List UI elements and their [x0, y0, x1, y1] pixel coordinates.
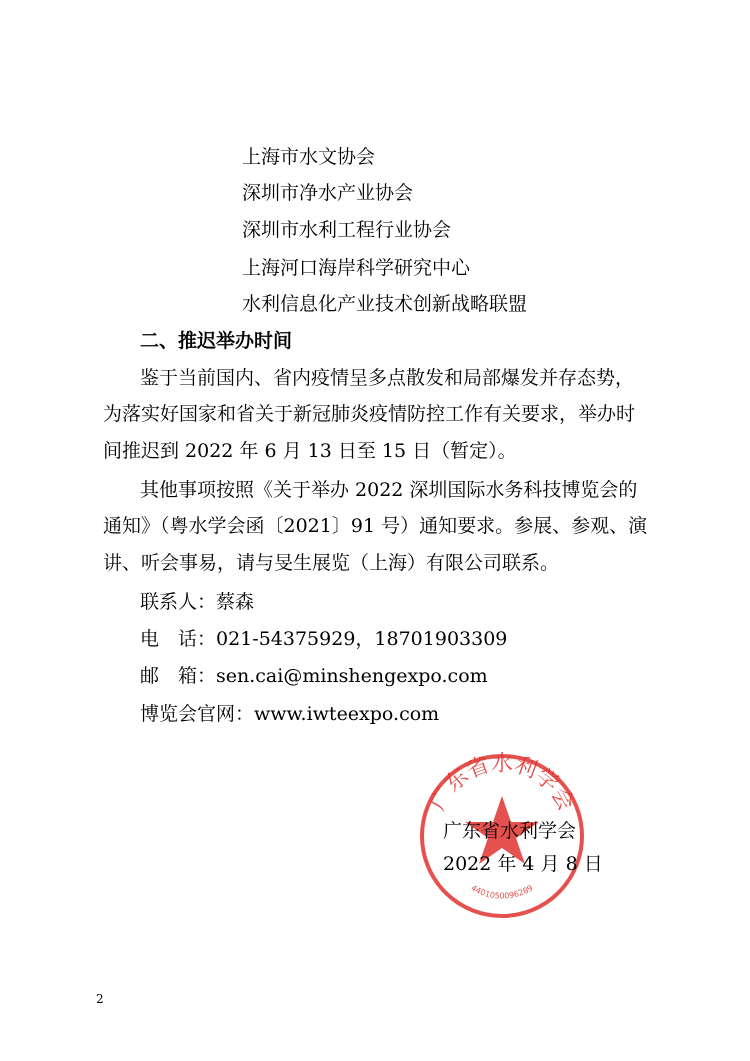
contact-website-value: www.iwteexpo.com	[254, 703, 440, 725]
para1-line-3: 间推迟到 2022 年 6 月 13 日至 15 日（暂定）。	[103, 440, 517, 462]
signature-date: 2022 年 4 月 8 日	[443, 853, 603, 875]
signature-org: 广东省水利学会	[443, 820, 577, 842]
org-line-2: 深圳市净水产业协会	[242, 182, 414, 204]
contact-phone-label: 电 话：	[140, 628, 217, 650]
org-line-3: 深圳市水利工程行业协会	[242, 219, 452, 241]
para2-line-1: 其他事项按照《关于举办 2022 深圳国际水务科技博览会的	[140, 479, 638, 501]
org-line-5: 水利信息化产业技术创新战略联盟	[242, 293, 528, 315]
contact-email-label: 邮 箱：	[140, 665, 217, 687]
contact-email	[140, 664, 488, 688]
para2-line-2: 通知》（粤水学会函〔2021〕91 号）通知要求。参展、参观、演	[103, 515, 648, 537]
page-number: 2	[96, 992, 104, 1006]
contact-phone	[140, 627, 507, 651]
para1-line-2: 为落实好国家和省关于新冠肺炎疫情防控工作有关要求，举办时	[103, 403, 636, 425]
contact-email-value: sen.cai@minshengexpo.com	[216, 665, 488, 687]
contact-person	[140, 590, 254, 614]
seal-arc-text: 广东省水利学会	[425, 752, 579, 816]
contact-website	[140, 702, 439, 726]
para1-line-1: 鉴于当前国内、省内疫情呈多点散发和局部爆发并存态势，	[140, 367, 635, 389]
seal-number: 4401050096289	[469, 883, 535, 901]
contact-person-value: 蔡森	[216, 591, 255, 613]
section-heading: 二、推迟举办时间	[140, 330, 293, 352]
org-line-4: 上海河口海岸科学研究中心	[242, 257, 471, 279]
contact-person-label: 联系人：	[140, 591, 217, 613]
contact-website-label: 博览会官网：	[140, 703, 255, 725]
para2-line-3: 讲、听会事易，请与旻生展览（上海）有限公司联系。	[103, 552, 560, 574]
org-line-1: 上海市水文协会	[242, 146, 376, 168]
contact-phone-value: 021-54375929，18701903309	[216, 628, 508, 650]
